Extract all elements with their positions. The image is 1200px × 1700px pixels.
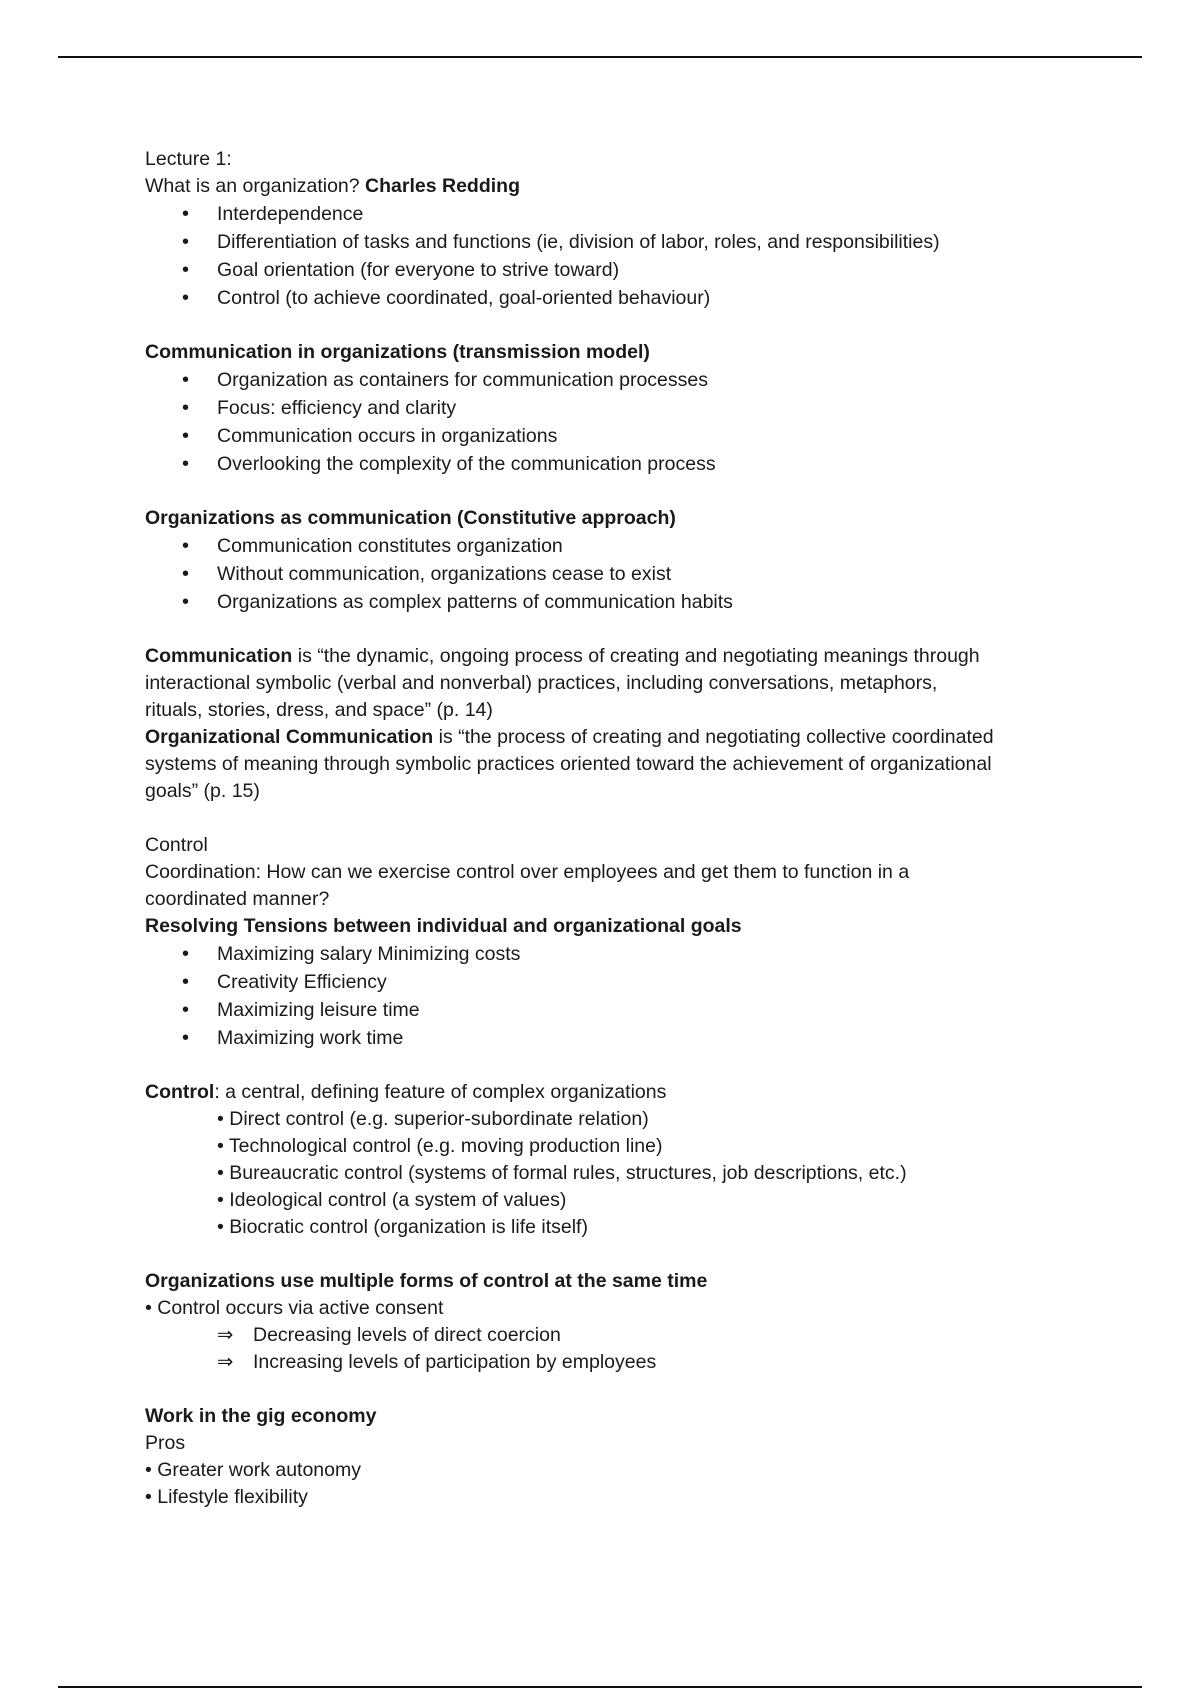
implies-arrow-icon: ⇒ [217,1351,234,1373]
list-item: • Communication occurs in organizations [145,422,1065,450]
org-communication-definition [145,724,1065,751]
definition-text: is “the process of creating and negotiating collective coordinated [433,726,994,748]
list-item: • Focus: efficiency and clarity [145,394,1065,422]
list-item: • Organization as containers for communication processes [145,366,1065,394]
redding-list [145,200,1065,312]
tensions-heading: Resolving Tensions between individual and organizational goals [145,915,742,937]
gig-economy-heading: Work in the gig economy [145,1405,377,1427]
question-text: What is an organization? [145,175,366,197]
definition-text: : a central, defining feature of complex organizations [214,1081,667,1103]
list-item: • Overlooking the complexity of the communication process [145,450,1065,478]
list-item: • Direct control (e.g. superior-subordinate relation) [217,1108,649,1130]
definition-term: Control [145,1081,215,1103]
list-item: • Greater work autonomy [145,1459,361,1481]
control-title: Control [145,834,208,856]
list-item: • Lifestyle flexibility [145,1486,308,1508]
list-item: • Biocratic control (organization is life itself) [217,1216,588,1238]
definition-text: is “the dynamic, ongoing process of creating and negotiating meanings through [292,645,980,667]
transmission-heading: Communication in organizations (transmission model) [145,341,650,363]
multiple-control-heading: Organizations use multiple forms of control at the same time [145,1270,708,1292]
coordination-text: Coordination: How can we exercise control over employees and get them to function in a [145,861,910,883]
list-item: • Maximizing salary Minimizing costs [145,940,1065,968]
question-author: Charles Redding [365,175,520,197]
list-item: • Technological control (e.g. moving production line) [217,1135,663,1157]
constitutive-list [145,532,1065,616]
transmission-list [145,366,1065,478]
implies-arrow-icon: ⇒ [217,1324,234,1346]
lecture-title: Lecture 1: [145,148,232,170]
list-item: • Creativity Efficiency [145,968,1065,996]
coordination-text: coordinated manner? [145,888,330,910]
definition-text: interactional symbolic (verbal and nonverbal) practices, including conversations, metaphors, [145,672,938,694]
communication-definition [145,643,1065,670]
list-item: • Maximizing work time [145,1024,1065,1052]
arrow-item-text: Increasing levels of participation by employees [253,1351,657,1373]
list-item: • Ideological control (a system of values) [217,1189,567,1211]
list-item: • Organizations as complex patterns of communication habits [145,588,1065,616]
bottom-rule [58,1686,1142,1688]
constitutive-heading: Organizations as communication (Constitutive approach) [145,507,676,529]
control-definition [145,1079,1065,1106]
list-item: • Control (to achieve coordinated, goal-oriented behaviour) [145,284,1065,312]
arrow-item [145,1322,1065,1349]
list-item: • Goal orientation (for everyone to strive toward) [145,256,1065,284]
list-item: • Maximizing leisure time [145,996,1065,1024]
list-item: • Bureaucratic control (systems of formal rules, structures, job descriptions, etc.) [217,1162,907,1184]
arrow-item-text: Decreasing levels of direct coercion [253,1324,561,1346]
definition-text: goals” (p. 15) [145,780,260,802]
pros-label: Pros [145,1432,186,1454]
list-item: • Communication constitutes organization [145,532,1065,560]
list-item: • Without communication, organizations cease to exist [145,560,1065,588]
top-rule [58,56,1142,58]
list-item: • Interdependence [145,200,1065,228]
document-body [145,146,1065,1511]
definition-text: rituals, stories, dress, and space” (p. 14) [145,699,493,721]
list-item: • Differentiation of tasks and functions (ie, division of labor, roles, and responsibilities) [145,228,1065,256]
definition-text: systems of meaning through symbolic practices oriented toward the achievement of organizational [145,753,992,775]
arrow-item [145,1349,1065,1376]
tensions-list [145,940,1065,1052]
definition-term: Organizational Communication [145,726,434,748]
organization-question [145,173,1065,200]
definition-term: Communication [145,645,293,667]
list-item: • Control occurs via active consent [145,1297,444,1319]
